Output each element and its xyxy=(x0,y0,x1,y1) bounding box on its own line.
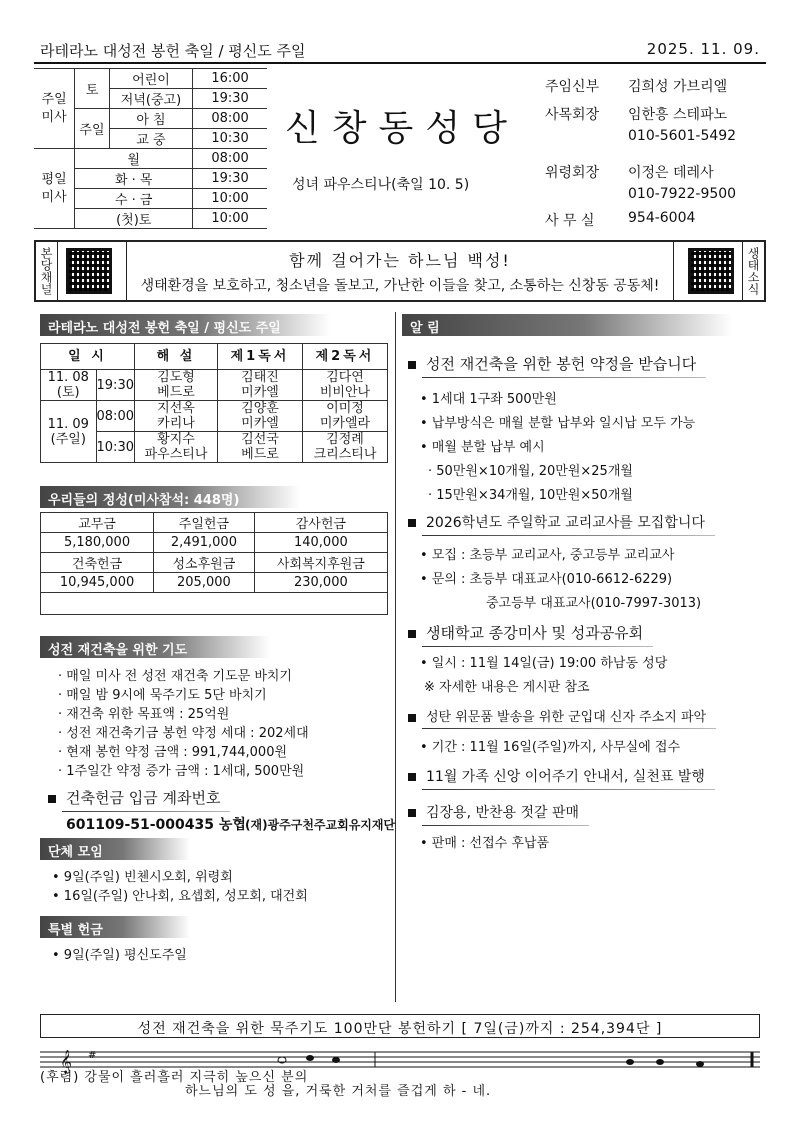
underline xyxy=(422,377,706,378)
church-name: 신창동성당 xyxy=(285,108,519,149)
reader-time: 08:00 xyxy=(96,401,134,432)
staff-name: 김희성 가브리엘 xyxy=(628,79,728,95)
list-item: 중고등부 대표교사(010-7997-3013) xyxy=(486,596,702,611)
square-bullet-icon xyxy=(408,630,416,638)
mass-name: 수 · 금 xyxy=(75,189,193,209)
list-item: • 16일(주일) 안나회, 요셉회, 성모회, 대건회 xyxy=(52,889,308,904)
mass-name: 저녁(중고) xyxy=(109,89,192,109)
section-title-notice: 알 림 xyxy=(402,314,732,336)
square-bullet-icon xyxy=(408,519,416,527)
bulletin-date: 2025. 11. 09. xyxy=(646,40,760,58)
readers-header: 제1독서 xyxy=(218,344,303,370)
underline xyxy=(422,789,715,790)
notice-head-text: 김장용, 반찬용 젓갈 판매 xyxy=(426,805,580,821)
patron-saint: 성녀 파우스티나(축일 10. 5) xyxy=(292,177,470,193)
section-title-feast: 라테라노 대성전 봉헌 축일 / 평신도 주일 xyxy=(40,314,330,336)
eco-news-label: 생태소식 xyxy=(742,242,764,300)
slogan-title: 함께 걸어가는 하느님 백성! xyxy=(289,251,511,270)
offering-label: 성소후원금 xyxy=(154,553,255,573)
parish-channel-qr-icon[interactable] xyxy=(66,248,112,294)
offering-table xyxy=(40,512,388,615)
mass-time: 10:00 xyxy=(193,209,267,229)
list-item: · 재건축 위한 목표액 : 25억원 xyxy=(58,707,230,722)
section-title-offering: 우리들의 정성(미사참석: 448명) xyxy=(40,486,300,508)
reader-date: 11. 09 (주일) xyxy=(41,401,97,463)
list-item: · 15만원×34개월, 10만원×50개월 xyxy=(428,488,633,503)
staff-role: 사 무 실 xyxy=(545,213,595,229)
list-item: • 1세대 1구좌 500만원 xyxy=(420,392,557,407)
section-title-prayer: 성전 재건축을 위한 기도 xyxy=(40,636,270,658)
reader-cell: 이미정 미카엘라 xyxy=(302,401,387,432)
staff-phone: 954-6004 xyxy=(628,210,696,226)
mass-name: 아 침 xyxy=(109,109,192,129)
square-bullet-icon xyxy=(408,714,416,722)
reader-cell: 지선옥 카리나 xyxy=(134,401,217,432)
list-item: · 현재 봉헌 약정 금액 : 991,744,000원 xyxy=(58,745,288,760)
staff-name: 이정은 데레사 xyxy=(628,165,714,181)
sunday-label: 주일 xyxy=(75,109,110,149)
staff-role: 사목회장 xyxy=(545,107,600,123)
list-item: • 9일(주일) 평신도주일 xyxy=(52,948,187,963)
readers-header: 일 시 xyxy=(41,344,135,370)
account-number: 601109-51-000435 농협 xyxy=(66,817,246,833)
offering-value: 2,491,000 xyxy=(154,533,255,553)
account-title: 건축헌금 입금 계좌번호 xyxy=(66,789,221,807)
parish-channel-label: 본당채널 xyxy=(36,242,58,300)
reader-time: 10:30 xyxy=(96,432,134,463)
slogan-sub: 생태환경을 보호하고, 청소년을 돌보고, 가난한 이들을 찾고, 소통하는 신창동 공동체! xyxy=(140,278,660,294)
reader-cell: 김양훈 미카엘 xyxy=(218,401,303,432)
column-divider xyxy=(395,312,396,1002)
notice-head-text: 성전 재건축을 위한 봉헌 약정을 받습니다 xyxy=(426,355,697,373)
sunday-mass-label: 주일 미사 xyxy=(34,69,75,149)
square-bullet-icon xyxy=(408,361,416,369)
offering-value: 5,180,000 xyxy=(41,533,154,553)
reader-date: 11. 08 (토) xyxy=(41,370,97,401)
reader-cell: 김다연 비비안나 xyxy=(302,370,387,401)
saturday-label: 토 xyxy=(75,69,110,109)
slogan-box xyxy=(126,242,674,300)
square-bullet-icon xyxy=(408,809,416,817)
underline xyxy=(422,825,589,826)
svg-text:𝄞: 𝄞 xyxy=(60,1049,72,1073)
staff-name: 임한흥 스테파노 xyxy=(628,107,728,123)
mass-time: 08:00 xyxy=(193,149,267,169)
mass-schedule-table xyxy=(34,68,267,229)
mass-time: 10:30 xyxy=(193,129,267,149)
account-owner: (재)광주구천주교회유지재단 xyxy=(245,818,396,832)
reader-cell: 황지수 파우스티나 xyxy=(134,432,217,463)
list-item: · 매일 밤 9시에 묵주기도 5단 바치기 xyxy=(58,688,267,703)
mass-name: 화 · 목 xyxy=(75,169,193,189)
underline xyxy=(62,811,230,812)
mass-name: 월 xyxy=(75,149,193,169)
staff-phone: 010-5601-5492 xyxy=(628,128,737,144)
offering-value: 230,000 xyxy=(254,573,387,593)
list-item: • 모집 : 초등부 교리교사, 중고등부 교리교사 xyxy=(420,548,675,563)
staff-phone: 010-7922-9500 xyxy=(628,186,737,202)
mass-time: 10:00 xyxy=(193,189,267,209)
svg-text:#: # xyxy=(88,1050,97,1061)
section-title-groups: 단체 모임 xyxy=(40,838,190,860)
mass-name: 교 중 xyxy=(109,129,192,149)
underline xyxy=(422,728,716,729)
mass-name: (첫)토 xyxy=(75,209,193,229)
notice-heading xyxy=(408,706,706,725)
header-divider xyxy=(34,62,766,64)
offering-label: 감사헌금 xyxy=(254,513,387,533)
mass-name: 어린이 xyxy=(109,69,192,89)
readers-header: 제2독서 xyxy=(302,344,387,370)
offering-label: 사회복지후원금 xyxy=(254,553,387,573)
square-bullet-icon xyxy=(48,795,56,803)
notice-heading xyxy=(408,802,579,822)
reader-cell: 김태진 미카엘 xyxy=(218,370,303,401)
square-bullet-icon xyxy=(408,773,416,781)
list-item: • 매월 분할 납부 예시 xyxy=(420,440,545,455)
offering-label: 건축헌금 xyxy=(41,553,154,573)
list-item: • 기간 : 11월 16일(주일)까지, 사무실에 접수 xyxy=(420,740,681,755)
mass-time: 08:00 xyxy=(193,109,267,129)
reader-time: 19:30 xyxy=(96,370,134,401)
readers-table xyxy=(40,343,388,463)
list-item: ※ 자세한 내용은 게시판 참조 xyxy=(424,680,590,695)
rosary-banner: 성전 재건축을 위한 묵주기도 100만단 봉헌하기 [ 7일(금)까지 : 254,394단 ] xyxy=(40,1014,760,1038)
list-item: · 매일 미사 전 성전 재건축 기도문 바치기 xyxy=(58,669,292,684)
notice-heading xyxy=(408,622,643,643)
notice-heading xyxy=(408,512,705,532)
offering-label: 주일헌금 xyxy=(154,513,255,533)
weekday-mass-label: 평일 미사 xyxy=(34,149,75,229)
underline xyxy=(422,535,715,536)
notice-head-text: 성탄 위문품 발송을 위한 군입대 신자 주소지 파악 xyxy=(426,710,707,725)
section-title-special: 특별 헌금 xyxy=(40,916,190,938)
list-item: · 성전 재건축기금 봉헌 약정 세대 : 202세대 xyxy=(58,726,309,741)
list-item: • 납부방식은 매월 분할 납부와 일시납 모두 가능 xyxy=(420,416,696,431)
list-item: • 9일(주일) 빈첸시오회, 위령회 xyxy=(52,870,233,885)
offering-value: 10,945,000 xyxy=(41,573,154,593)
mass-time: 19:30 xyxy=(193,169,267,189)
hymn-lyrics-line1: (후렴) 강물이 흘러흘러 지극히 높으신 분의 xyxy=(40,1070,309,1085)
offering-blank-row xyxy=(41,593,388,615)
offering-value: 205,000 xyxy=(154,573,255,593)
reader-cell: 김선국 베드로 xyxy=(218,432,303,463)
staff-role: 주임신부 xyxy=(545,79,600,95)
list-item: · 1주일간 약정 증가 금액 : 1세대, 500만원 xyxy=(58,764,305,779)
offering-label: 교무금 xyxy=(41,513,154,533)
prayer-list xyxy=(58,667,309,781)
reader-cell: 김도형 베드로 xyxy=(134,370,217,401)
offering-value: 140,000 xyxy=(254,533,387,553)
mass-time: 19:30 xyxy=(193,89,267,109)
readers-header: 해 설 xyxy=(134,344,217,370)
underline xyxy=(422,646,653,647)
notice-head-text: 생태학교 종강미사 및 성과공유회 xyxy=(426,624,644,642)
eco-news-qr-icon[interactable] xyxy=(688,248,734,294)
list-item: • 일시 : 11월 14일(금) 19:00 하남동 성당 xyxy=(420,656,668,671)
groups-list xyxy=(52,868,308,906)
notice-heading xyxy=(408,766,705,786)
special-list xyxy=(52,946,187,965)
hymn-lyrics-line2: 하느님의 도 성 을, 거룩한 거처를 즐겁게 하 - 네. xyxy=(185,1084,492,1099)
reader-cell: 김정례 크리스티나 xyxy=(302,432,387,463)
notice-head-text: 2026학년도 주일학교 교리교사를 모집합니다 xyxy=(426,515,705,531)
notice-heading xyxy=(408,353,696,374)
account-heading xyxy=(48,787,220,808)
notice-head-text: 11월 가족 신앙 이어주기 안내서, 실천표 발행 xyxy=(426,769,705,785)
list-item: • 판매 : 선접수 후납품 xyxy=(420,836,550,851)
bulletin-title: 라테라노 대성전 봉헌 축일 / 평신도 주일 xyxy=(40,42,306,60)
staff-role: 위령회장 xyxy=(545,165,600,181)
mass-time: 16:00 xyxy=(193,69,267,89)
slogan-banner xyxy=(34,240,766,302)
list-item: • 문의 : 초등부 대표교사(010-6612-6229) xyxy=(420,572,673,587)
list-item: · 50만원×10개월, 20만원×25개월 xyxy=(428,464,633,479)
